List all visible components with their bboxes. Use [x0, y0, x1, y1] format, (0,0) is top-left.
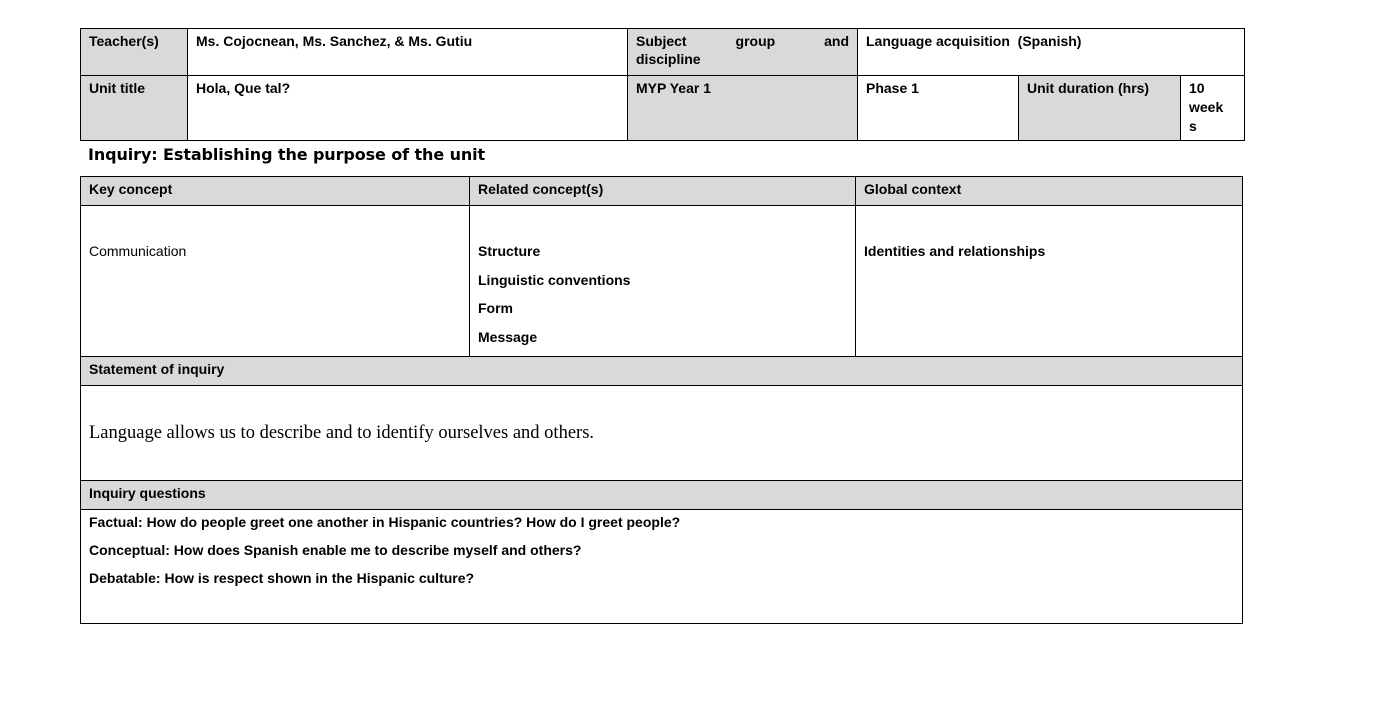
unit-title-label: Unit title — [81, 76, 188, 141]
questions-list — [81, 510, 1243, 624]
subject-label — [628, 29, 858, 76]
statement-value: Language allows us to describe and to identify ourselves and others. — [81, 386, 1243, 481]
duration-value — [1181, 76, 1245, 141]
year-value: MYP Year 1 — [628, 76, 858, 141]
duration-label: Unit duration (hrs) — [1019, 76, 1181, 141]
inquiry-table — [80, 176, 1243, 624]
statement-header: Statement of inquiry — [81, 357, 1243, 386]
related-concept-item: Message — [478, 328, 538, 345]
key-concept-value: Communication — [81, 206, 470, 357]
teacher-value: Ms. Cojocnean, Ms. Sanchez, & Ms. Gutiu — [188, 29, 628, 76]
subject-label-word-1: Subject — [636, 33, 687, 49]
related-concepts-header: Related concept(s) — [470, 177, 856, 206]
related-concepts-list — [470, 206, 856, 357]
duration-line-3: s — [1189, 118, 1197, 134]
section-heading: Inquiry: Establishing the purpose of the unit — [88, 145, 486, 164]
question-item: Conceptual: How does Spanish enable me to describe myself and others? — [89, 542, 582, 558]
subject-label-word-3: and — [824, 33, 849, 49]
global-context-header: Global context — [856, 177, 1243, 206]
teacher-label: Teacher(s) — [81, 29, 188, 76]
subject-label-word-2: group — [735, 33, 776, 49]
unit-info-table — [80, 28, 1245, 141]
subject-label-line-2: discipline — [636, 51, 701, 67]
questions-header: Inquiry questions — [81, 481, 1243, 510]
subject-value: Language acquisition (Spanish) — [858, 29, 1245, 76]
phase-value: Phase 1 — [858, 76, 1019, 141]
question-item: Factual: How do people greet one another in Hispanic countries? How do I greet people? — [89, 514, 681, 530]
key-concept-header: Key concept — [81, 177, 470, 206]
question-item: Debatable: How is respect shown in the Hispanic culture? — [89, 570, 475, 586]
unit-title-value: Hola, Que tal? — [188, 76, 628, 141]
related-concept-item: Linguistic conventions — [478, 271, 631, 288]
related-concept-item: Form — [478, 300, 513, 316]
global-context-value: Identities and relationships — [856, 206, 1243, 357]
related-concept-item: Structure — [478, 243, 541, 259]
duration-line-2: week — [1189, 99, 1224, 115]
duration-line-1: 10 — [1189, 80, 1205, 96]
